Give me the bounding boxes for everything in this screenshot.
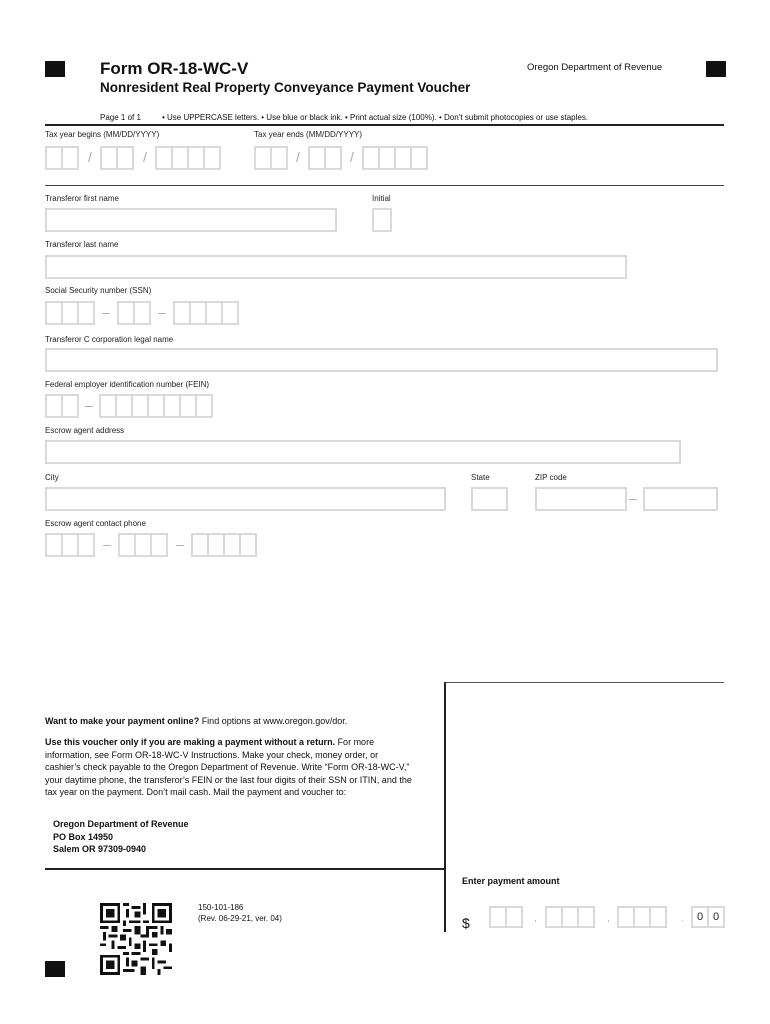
- zip-dash: –: [629, 490, 637, 506]
- transferor-last-name-label: Transferor last name: [45, 240, 119, 249]
- state-label: State: [471, 473, 490, 482]
- ssn-group[interactable]: [117, 301, 149, 325]
- ssn-dash: –: [102, 304, 110, 320]
- zip-plus4-field[interactable]: [643, 487, 718, 511]
- header-rule: [45, 124, 724, 126]
- voucher-instructions-text: For more information, see Form OR-18-WC-V Instructions. Make your check, money order, or cashier’s check payable to the Oregon Department of Revenue. Write “Form OR-18-WC-V,” your daytime phone, the transferor’s FEIN or the last four digits of their SSN or ITIN, and the tax year on the payment. Don’t mail cash. Mail the payment and voucher to:: [45, 737, 412, 797]
- cents-digit-1: 0: [691, 906, 709, 928]
- phone-dash: –: [176, 536, 184, 552]
- date-slash: /: [296, 149, 300, 165]
- date-slash: /: [143, 149, 147, 165]
- tax-year-ends-label: Tax year ends (MM/DD/YYYY): [254, 130, 363, 139]
- section-rule: [45, 185, 724, 186]
- voucher-instructions: [45, 736, 415, 799]
- agency-name: Oregon Department of Revenue: [527, 62, 663, 73]
- tax-year-ends-month[interactable]: [254, 146, 286, 170]
- zip-field[interactable]: [535, 487, 627, 511]
- form-id-block: [198, 902, 282, 924]
- online-payment-text: Find options at www.oregon.gov/dor.: [199, 716, 348, 726]
- form-subtitle: Nonresident Real Property Conveyance Payment Voucher: [100, 80, 471, 95]
- amount-cents[interactable]: [691, 906, 723, 928]
- date-slash: /: [350, 149, 354, 165]
- amount-millions[interactable]: [489, 906, 521, 928]
- fein-label: Federal employer identification number (FEIN): [45, 380, 210, 389]
- phone-area-code[interactable]: [45, 533, 93, 557]
- city-label: City: [45, 473, 59, 482]
- address-line-2: PO Box 14950: [53, 831, 114, 842]
- transferor-last-name-field[interactable]: [45, 255, 627, 279]
- ssn-area[interactable]: [45, 301, 93, 325]
- payment-amount-label: Enter payment amount: [462, 876, 560, 886]
- online-payment-note: [45, 715, 435, 728]
- tax-year-begins-year[interactable]: [155, 146, 219, 170]
- registration-mark-top-right: [706, 61, 726, 77]
- tax-year-begins-day[interactable]: [100, 146, 132, 170]
- c-corp-name-label: Transferor C corporation legal name: [45, 335, 174, 344]
- transferor-first-name-label: Transferor first name: [45, 194, 119, 203]
- print-instructions: • Use UPPERCASE letters. • Use blue or black ink. • Print actual size (100%). • Don’t submit photocopies or use staples.: [162, 113, 589, 122]
- city-field[interactable]: [45, 487, 446, 511]
- form-revision: (Rev. 06-29-21, ver. 04): [198, 914, 282, 923]
- address-line-3: Salem OR 97309-0940: [53, 844, 147, 854]
- fein-prefix[interactable]: [45, 394, 77, 418]
- escrow-address-field[interactable]: [45, 440, 681, 464]
- footer-rule: [45, 868, 445, 870]
- tax-year-begins-label: Tax year begins (MM/DD/YYYY): [45, 130, 160, 139]
- fein-dash: –: [85, 397, 93, 413]
- date-slash: /: [88, 149, 92, 165]
- tax-year-ends-year[interactable]: [362, 146, 426, 170]
- amount-comma: ,: [607, 913, 610, 924]
- transferor-first-name-field[interactable]: [45, 208, 337, 232]
- currency-symbol: $: [462, 915, 470, 931]
- cents-digit-2: 0: [707, 906, 725, 928]
- amount-comma: ,: [534, 913, 537, 924]
- initial-label: Initial: [372, 194, 391, 203]
- escrow-phone-label: Escrow agent contact phone: [45, 519, 146, 528]
- registration-mark-top-left: [45, 61, 65, 77]
- fein-suffix[interactable]: [99, 394, 211, 418]
- amount-thousands[interactable]: [545, 906, 593, 928]
- state-field[interactable]: [471, 487, 508, 511]
- payment-panel: [444, 682, 724, 932]
- zip-label: ZIP code: [535, 473, 567, 482]
- tax-year-ends-day[interactable]: [308, 146, 340, 170]
- phone-line[interactable]: [191, 533, 255, 557]
- phone-prefix[interactable]: [118, 533, 166, 557]
- ssn-dash: –: [158, 304, 166, 320]
- phone-dash: –: [103, 536, 111, 552]
- online-payment-bold: Want to make your payment online?: [45, 716, 200, 726]
- qr-code: [100, 903, 172, 975]
- amount-hundreds[interactable]: [617, 906, 665, 928]
- ssn-label: Social Security number (SSN): [45, 286, 152, 295]
- page-info: Page 1 of 1: [100, 113, 141, 122]
- registration-mark-bottom-left: [45, 961, 65, 977]
- form-title: Form OR-18-WC-V: [100, 59, 249, 78]
- initial-field[interactable]: [372, 208, 392, 232]
- escrow-address-label: Escrow agent address: [45, 426, 125, 435]
- amount-decimal: .: [681, 913, 684, 924]
- address-line-1: Oregon Department of Revenue: [53, 819, 189, 829]
- c-corp-name-field[interactable]: [45, 348, 718, 372]
- tax-year-begins-month[interactable]: [45, 146, 77, 170]
- form-number: 150-101-186: [198, 903, 244, 912]
- voucher-instructions-bold: Use this voucher only if you are making a payment without a return.: [45, 737, 336, 747]
- ssn-serial[interactable]: [173, 301, 237, 325]
- mailing-address: [53, 818, 189, 856]
